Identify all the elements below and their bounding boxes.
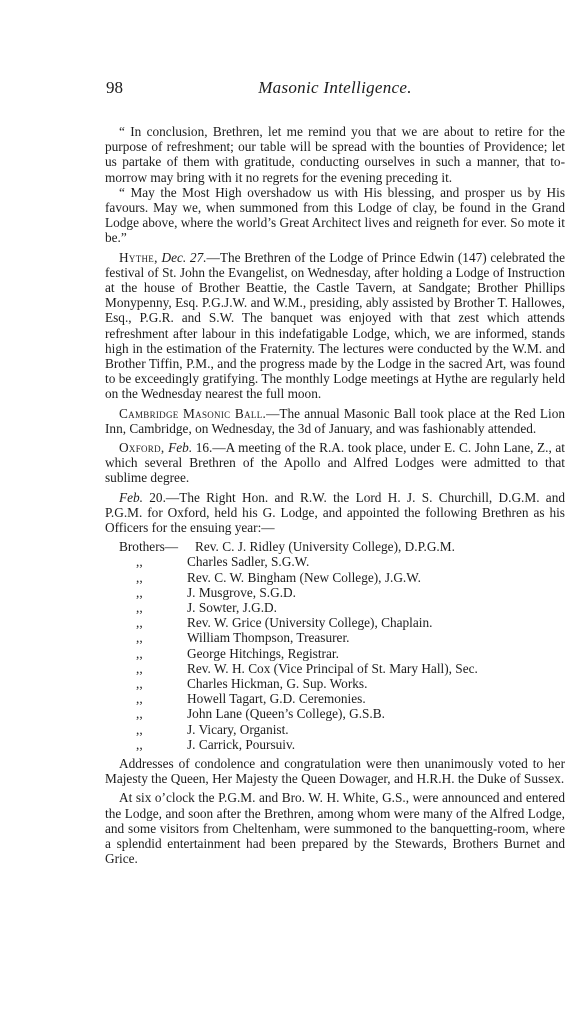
ditto-mark: ,, [136, 721, 143, 737]
officer-name: George Hitchings, Registrar. [187, 645, 339, 661]
ditto-mark: ,, [136, 736, 143, 752]
officer-row [119, 691, 565, 706]
text-hythe: —The Brethren of the Lodge of Prince Edwin (147) celebrated the festival of St. John the Evangelist, on Wednesday, after holding a Lodge of Instruction at the house of Brother Beattie, the Castle Tavern, at Sandgate; Brother Phillips Monypenny, Esq. P.G.J.W. and W.M., presiding, ably assisted by Brother T. Hallowes, Esq., P.G.R. and S.W. The banquet was enjoyed with that zest which attends refreshment after labour in this indefatigable Lodge, which, we are informed, stands high in the estimation of the Fraternity. The lectures were conducted by the W.M. and Brother Tiffin, P.M., and the progress made by the Lodge in the sacred Art, was found to be exceedingly gratifying. The monthly Lodge meetings at Hythe are regularly held on the Wednesday nearest the full moon. [105, 249, 565, 402]
officer-row [119, 615, 565, 630]
ditto-mark: ,, [136, 706, 143, 722]
officer-row [119, 554, 565, 569]
text-feb20: 20.—The Right Hon. and R.W. the Lord H. J. S. Churchill, D.G.M. and P.G.M. for Oxford, held his G. Lodge, and appointed the following Brethren as his Officers for the ensuing year:— [105, 489, 565, 536]
paragraph-six-oclock: At six o’clock the P.G.M. and Bro. W. H. White, G.S., were announced and entered the Lodge, and soon after the Brethren, among whom were many of the Alfred Lodge, and some visitors from Cheltenham, were summoned to the banquetting-room, where a splendid entertainment had been prepared by the Stewards, Brothers Burnet and Grice. [105, 790, 565, 867]
officer-row [119, 722, 565, 737]
heading-cambridge: Cambridge Masonic Ball. [119, 405, 267, 421]
officer-row [119, 570, 565, 585]
text-cambridge: —The annual Masonic Ball took place at the Red Lion Inn, Cambridge, on Wednesday, the 3d of January, and was fashionably attended. [105, 405, 565, 436]
officer-row [119, 661, 565, 676]
text-oxford: 16.—A meeting of the R.A. took place, under E. C. John Lane, Z., at which several Brethren of the Apollo and Alfred Lodges were admitted to that sublime degree. [105, 440, 565, 486]
officer-row [119, 676, 565, 691]
ditto-mark: ,, [136, 691, 143, 707]
date-feb20: Feb. [119, 489, 143, 505]
page-number: 98 [106, 78, 123, 97]
paragraph-conclusion: “ In conclusion, Brethren, let me remind you that we are about to retire for the purpose of refreshment; our table will be spread with the bounties of Providence; let us partake of them with gratitude, conducting ourselves in such a manner, that to-morrow may bring with it no regrets for the evening preceding it. [105, 124, 565, 185]
officers-list [119, 539, 565, 752]
page-body [105, 124, 565, 866]
running-header [106, 78, 564, 100]
paragraph-addresses: Addresses of condolence and congratulation were then unanimously voted to her Majesty the Queen, Her Majesty the Queen Dowager, and H.R.H. the Duke of Sussex. [105, 755, 565, 787]
officer-name: Charles Hickman, G. Sup. Works. [187, 675, 368, 691]
officer-name: Rev. C. W. Bingham (New College), J.G.W. [187, 569, 421, 585]
paragraph-oxford [105, 440, 565, 486]
officer-name: Rev. C. J. Ridley (University College), D.P.G.M. [195, 539, 455, 555]
officer-name: Rev. W. H. Cox (Vice Principal of St. Mary Hall), Sec. [187, 660, 478, 676]
officer-name: Howell Tagart, G.D. Ceremonies. [187, 691, 366, 707]
officer-name: J. Carrick, Poursuiv. [187, 736, 296, 752]
ditto-mark: ,, [136, 675, 143, 691]
ditto-mark: ,, [136, 630, 143, 646]
paragraph-blessing: “ May the Most High overshadow us with His blessing, and prosper us by His favours. May we, when summoned from this Lodge of clay, be found in the Grand Lodge above, where the world’s Great Architect lives and reigneth for ever. So mote it be.” [105, 184, 565, 246]
officer-row [119, 737, 565, 752]
ditto-mark: ,, [136, 615, 143, 631]
officer-row [119, 600, 565, 615]
paragraph-hythe [105, 250, 565, 402]
ditto-mark: ,, [136, 600, 143, 616]
date-oxford: Feb. [168, 440, 193, 456]
officer-name: Rev. W. Grice (University College), Chaplain. [187, 615, 433, 631]
officer-row [119, 585, 565, 600]
ditto-mark: ,, [136, 584, 143, 600]
ditto-mark: ,, [136, 660, 143, 676]
officers-lead: Brothers— [119, 539, 179, 555]
paragraph-feb20 [105, 490, 565, 536]
ditto-mark: ,, [136, 554, 143, 570]
paragraph-cambridge [105, 406, 565, 436]
officer-name: John Lane (Queen’s College), G.S.B. [187, 706, 385, 722]
officer-name: J. Musgrove, S.G.D. [187, 584, 296, 600]
ditto-mark: ,, [136, 645, 143, 661]
officer-name: William Thompson, Treasurer. [187, 630, 350, 646]
officer-row [119, 630, 565, 645]
ditto-mark: ,, [136, 569, 143, 585]
officer-row [119, 646, 565, 661]
officer-name: J. Sowter, J.G.D. [187, 600, 277, 616]
running-title: Masonic Intelligence. [258, 78, 412, 97]
officer-row [119, 706, 565, 721]
place-hythe: Hythe, [119, 249, 158, 265]
officer-row [119, 539, 565, 554]
place-oxford: Oxford, [119, 440, 165, 456]
date-hythe: Dec. 27. [161, 249, 207, 265]
officer-name: Charles Sadler, S.G.W. [187, 554, 310, 570]
officer-name: J. Vicary, Organist. [187, 721, 289, 737]
